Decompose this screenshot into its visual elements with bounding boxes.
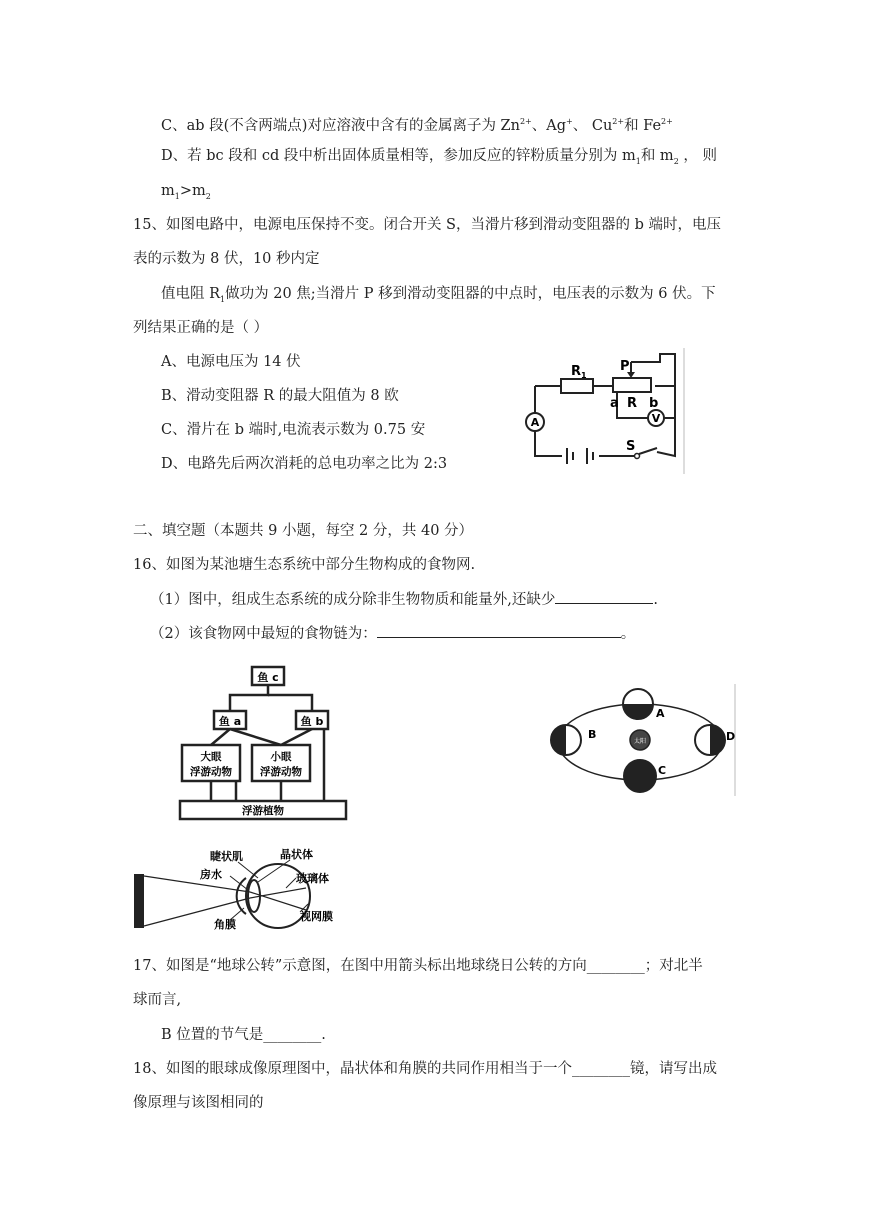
fish-a-label: 鱼 a bbox=[218, 715, 242, 728]
q15-stem-line1: 15、如图电路中，电源电压保持不变。闭合开关 S，当滑片移到滑动变阻器的 b 端时，电压 bbox=[133, 217, 721, 233]
q15-option-c: C、滑片在 b 端时,电流表示数为 0.75 安 bbox=[161, 422, 426, 438]
q18-stem-line2: 像原理与该图相同的 bbox=[133, 1095, 264, 1111]
q16-sub2: （2）该食物网中最短的食物链为： 。 bbox=[150, 623, 635, 644]
q14-option-d-cont: $m_1>m_2$ bbox=[161, 183, 211, 201]
q16-sub1: （1）图中，组成生态系统的成分除非生物物质和能量外,还缺少 . bbox=[150, 589, 658, 610]
answer-blank[interactable] bbox=[555, 589, 653, 604]
q17-stem-line3: B 位置的节气是________. bbox=[161, 1027, 326, 1043]
q14-option-d: D、若 bc 段和 cd 段中析出固体质量相等，参加反应的锌粉质量分别为 $m_1$和 $m_2$ ， 则 bbox=[161, 148, 717, 166]
q15-stem-line3: 值电阻 $R_1$做功为 20 焦;当滑片 P 移到滑动变阻器的中点时，电压表的示数为 6 伏。下 bbox=[161, 286, 716, 304]
terminal-a-label: a bbox=[610, 396, 619, 411]
position-b-label: B bbox=[588, 728, 597, 741]
q18-stem-line1: 18、如图的眼球成像原理图中，晶状体和角膜的共同作用相当于一个________镜，请写出成 bbox=[133, 1061, 717, 1077]
aqueous-humor-label: 房水 bbox=[200, 868, 222, 881]
switch-icon bbox=[635, 454, 640, 459]
food-web-diagram bbox=[176, 663, 348, 825]
large-zooplankton-label-2: 浮游动物 bbox=[190, 766, 232, 778]
sun-label: 太阳 bbox=[633, 738, 647, 745]
terminal-b-label: b bbox=[649, 396, 659, 411]
earth-orbit-diagram bbox=[546, 684, 736, 796]
q15-option-d: D、电路先后两次消耗的总电功率之比为 2:3 bbox=[161, 456, 448, 472]
small-zooplankton-label-2: 浮游动物 bbox=[260, 766, 302, 778]
answer-blank[interactable] bbox=[377, 623, 621, 638]
position-d-label: D bbox=[726, 730, 736, 743]
circuit-diagram bbox=[517, 348, 685, 474]
q15-stem-line2: 表的示数为 8 伏，10 秒内定 bbox=[133, 251, 320, 267]
earth-c-icon bbox=[624, 760, 656, 792]
q15-stem-line4: 列结果正确的是（ ） bbox=[133, 320, 269, 336]
fish-c-label: 鱼 c bbox=[257, 671, 279, 684]
fish-b-label: 鱼 b bbox=[300, 715, 324, 728]
switch-s-label: S bbox=[626, 439, 636, 454]
retina-label: 视网膜 bbox=[300, 910, 333, 923]
vitreous-body-label: 玻璃体 bbox=[296, 872, 329, 885]
ciliary-muscle-label: 睫状肌 bbox=[210, 850, 243, 863]
ammeter-label: A bbox=[530, 416, 540, 429]
q16-stem: 16、如图为某池塘生态系统中部分生物构成的食物网. bbox=[133, 557, 476, 573]
voltmeter-label: V bbox=[651, 412, 661, 425]
slider-p-label: P bbox=[620, 359, 630, 374]
lens-label: 晶状体 bbox=[280, 848, 313, 861]
small-zooplankton-label-1: 小眼 bbox=[270, 751, 292, 763]
q15-option-b: B、滑动变阻器 R 的最大阻值为 8 欧 bbox=[161, 388, 399, 404]
position-a-label: A bbox=[656, 707, 665, 720]
candle-icon bbox=[134, 874, 144, 928]
large-zooplankton-label-1: 大眼 bbox=[200, 751, 222, 763]
section-heading: 二、填空题（本题共 9 小题，每空 2 分，共 40 分） bbox=[133, 523, 474, 539]
battery-icon bbox=[567, 448, 593, 464]
r1-label: $R_1$ bbox=[571, 364, 587, 380]
cornea-label: 角膜 bbox=[214, 918, 236, 931]
q14-option-c: C、ab 段(不含两端点)对应溶液中含有的金属离子为 $Zn^{2+}$、Ag+、 $Cu^{2+}$和 $Fe^{2+}$ bbox=[161, 117, 673, 134]
position-c-label: C bbox=[658, 764, 667, 777]
eye-diagram bbox=[130, 848, 340, 932]
q15-option-a: A、电源电压为 14 伏 bbox=[161, 354, 301, 370]
q17-stem-line1: 17、如图是“地球公转”示意图，在图中用箭头标出地球绕日公转的方向________；对北半 bbox=[133, 958, 703, 974]
q17-stem-line2: 球而言, bbox=[133, 992, 182, 1008]
rheostat-r-label: R bbox=[627, 396, 638, 411]
phytoplankton-label: 浮游植物 bbox=[242, 805, 284, 817]
